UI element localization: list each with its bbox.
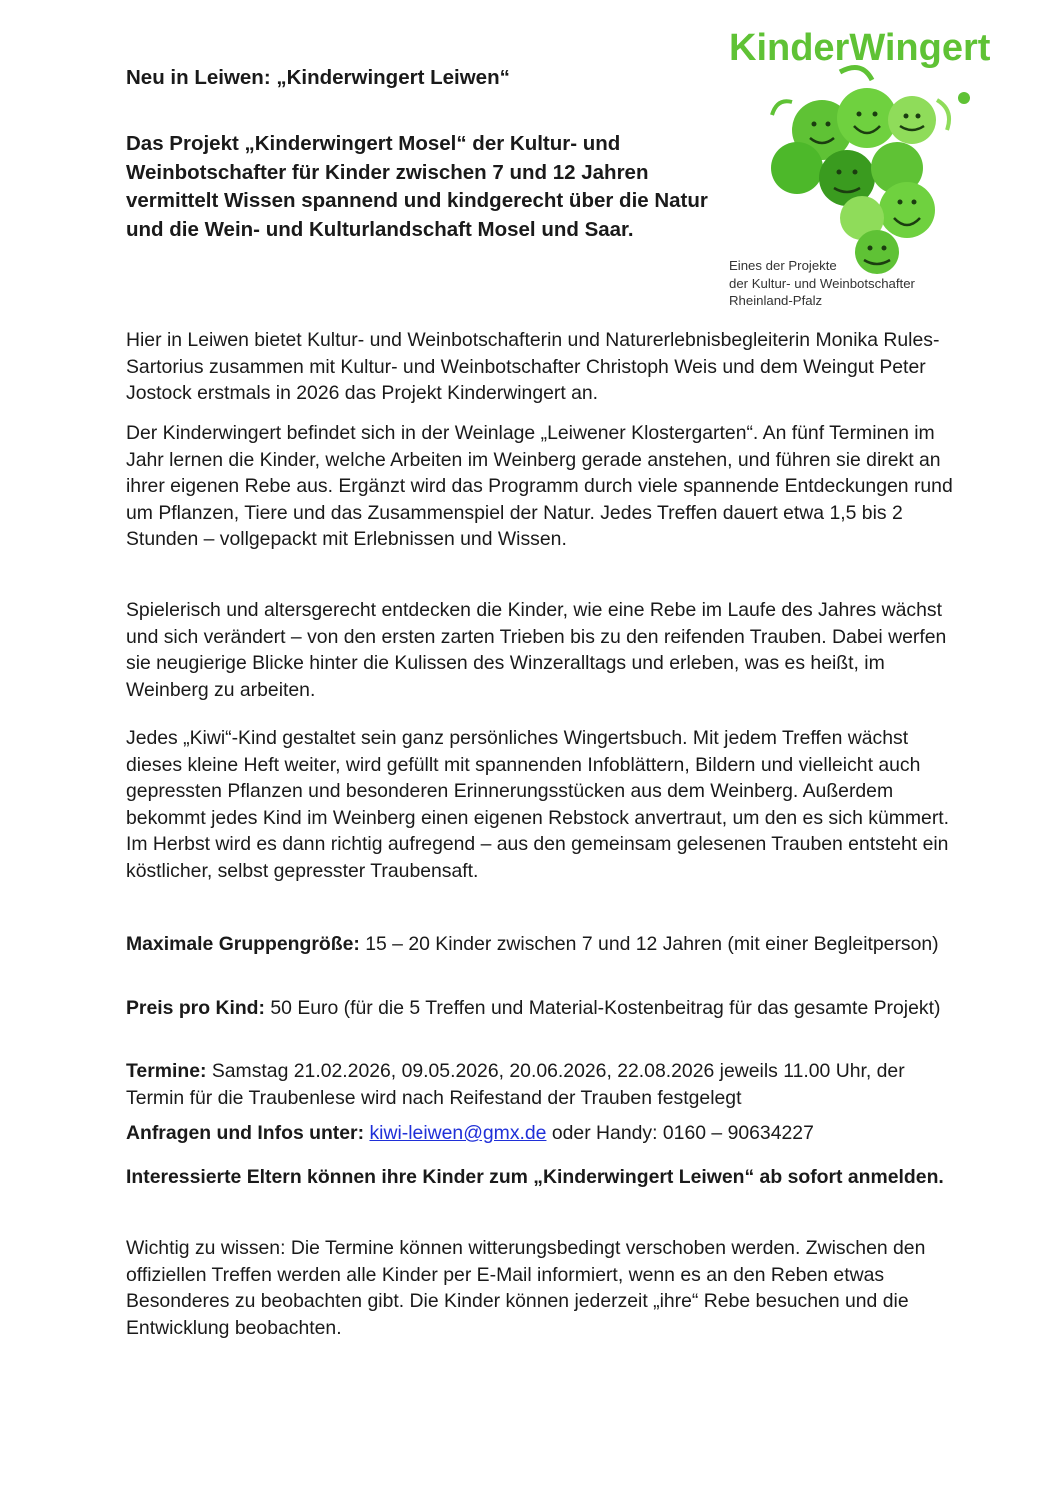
price [126,995,956,1022]
grape-icon [837,88,897,148]
grape-icon [879,182,935,238]
signup-notice: Interessierte Eltern können ihre Kinder zum „Kinderwingert Leiwen“ ab sofort anmelden. [126,1166,944,1188]
paragraph-partners: Hier in Leiwen bietet Kultur- und Weinbotschafterin und Naturerlebnisbegleiterin Monika Rules-Sartorius zusammen mit Kultur- und Weinbotschafter Christoph Weis und dem Weingut Peter Jostock erstmals in 2026 das Projekt Kinderwingert an. [126,329,940,405]
grape-icon [888,96,936,144]
grape-icon [771,142,823,194]
price-label: Preis pro Kind: [126,997,265,1019]
group-size [126,931,956,958]
paragraph-learning: Spielerisch und altersgerecht entdecken die Kinder, wie eine Rebe im Laufe des Jahres wächst und sich verändert – von den ersten zarten Trieben bis zu den reifenden Trauben. Dabei werfen sie neugierige Blicke hinter die Kulissen des Winzeralltags und erleben, was es heißt, im Weinberg zu arbeiten. [126,599,947,701]
headline: Neu in Leiwen: „Kinderwingert Leiwen“ [126,66,510,89]
group-size-label: Maximale Gruppengröße: [126,933,360,955]
contact [126,1120,956,1147]
intro-paragraph: Das Projekt „Kinderwingert Mosel“ der Kultur- und Weinbotschafter für Kinder zwischen 7 und 12 Jahren vermittelt Wissen spannend und kindgerecht über die Natur und die Wein- und Kulturlandschaft Mosel und Saar. [126,132,708,241]
contact-email-link[interactable]: kiwi-leiwen@gmx.de [369,1122,547,1144]
paragraph-location: Der Kinderwingert befindet sich in der Weinlage „Leiwener Klostergarten“. An fünf Terminen im Jahr lernen die Kinder, welche Arbeiten im Weinberg gerade anstehen, und führen sie direkt an ihrer eigenen Rebe aus. Ergänzt wird das Programm durch viele spannende Entdeckungen rund um Pflanzen, Tiere und das Zusammenspiel der Natur. Jedes Treffen dauert etwa 1,5 bis 2 Stunden – vollgepackt mit Erlebnissen und Wissen. [126,422,953,551]
logo-caption: Eines der Projekte der Kultur- und Weinbotschafter Rheinland-Pfalz [729,258,915,308]
group-size-value: 15 – 20 Kinder zwischen 7 und 12 Jahren (mit einer Begleitperson) [359,933,939,955]
dates-value: Samstag 21.02.2026, 09.05.2026, 20.06.2026, 22.08.2026 jeweils 11.00 Uhr, der Termin für die Traubenlese wird nach Reifestand der Trauben festgelegt [126,1060,905,1109]
important-note: Wichtig zu wissen: Die Termine können witterungsbedingt verschoben werden. Zwischen den offiziellen Treffen werden alle Kinder per E-Mail informiert, wenn es an den Reben etwas Besonderes zu beobachten gibt. Die Kinder können jederzeit „ihre“ Rebe besuchen und die Entwicklung beobachten. [126,1237,926,1339]
dates-label: Termine: [126,1060,207,1082]
contact-phone: oder Handy: 0160 – 90634227 [546,1122,814,1144]
price-value: 50 Euro (für die 5 Treffen und Material-Kostenbeitrag für das gesamte Projekt) [264,997,941,1019]
dates [126,1058,956,1111]
contact-label: Anfragen und Infos unter: [126,1122,365,1144]
logo-title: KinderWingert [729,27,991,69]
paragraph-wingertsbuch: Jedes „Kiwi“-Kind gestaltet sein ganz persönliches Wingertsbuch. Mit jedem Treffen wächst dieses kleine Heft weiter, wird gefüllt mit spannenden Infoblättern, Bildern und vielleicht auch gepressten Pflanzen und besonderen Erinnerungsstücken aus dem Weinberg. Außerdem bekommt jedes Kind im Weinberg einen eigenen Rebstock anvertraut, um den es sich kümmert. Im Herbst wird es dann richtig aufregend – aus den gemeinsam gelesenen Trauben entsteht ein köstlicher, selbst gepresster Traubensaft. [126,727,950,882]
